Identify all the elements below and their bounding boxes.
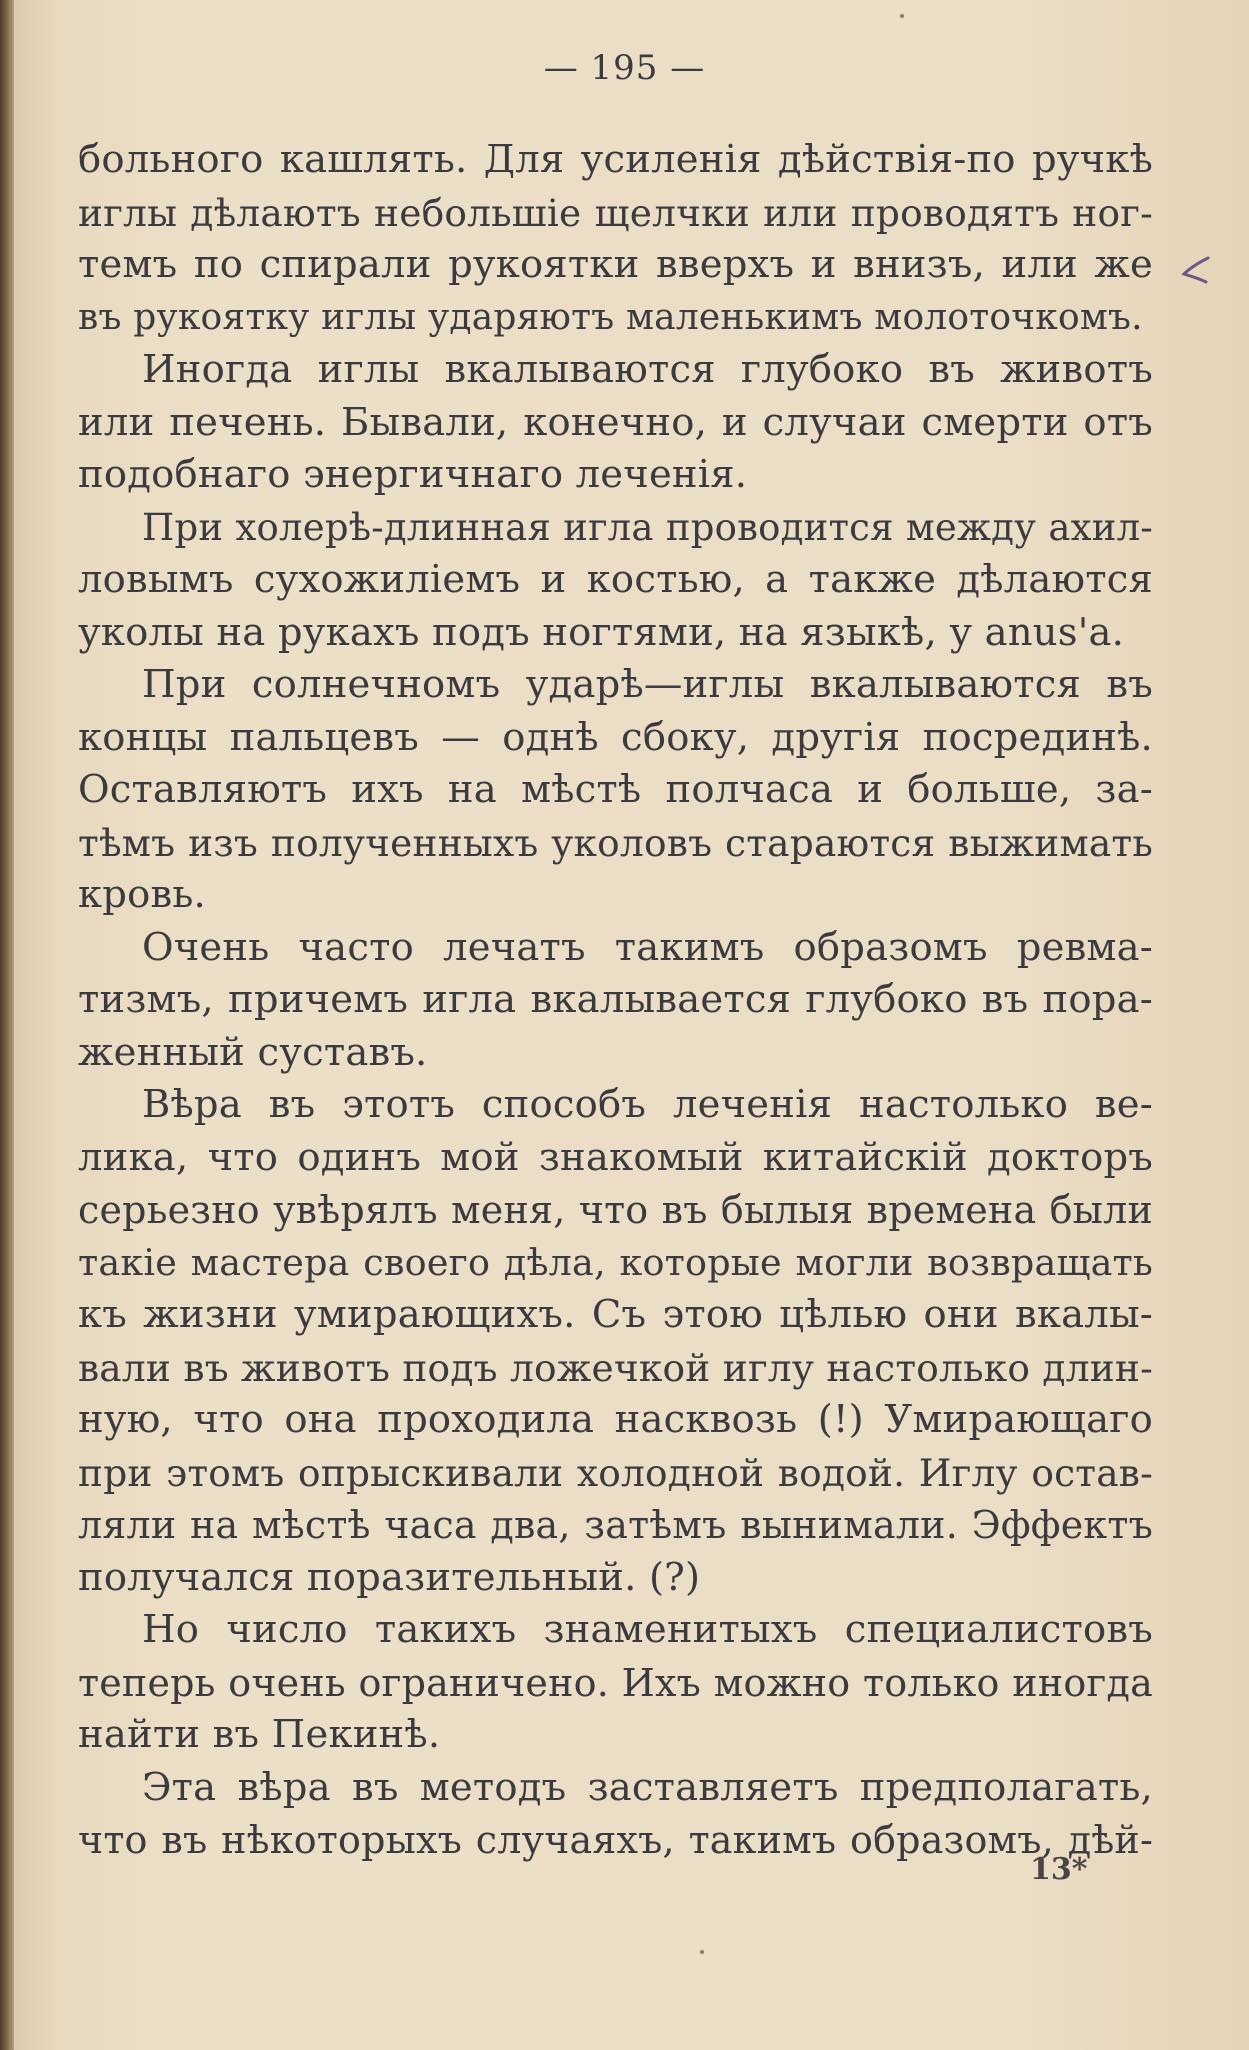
- text-line: Очень часто лечатъ такимъ образомъ ревма-: [142, 924, 1153, 970]
- text-line: лика, что одинъ мой знакомый китайскій докторъ: [78, 1134, 1153, 1180]
- text-line: Но число такихъ знаменитыхъ специалистовъ: [142, 1607, 1153, 1652]
- text-line: концы пальцевъ — однѣ сбоку, другія посрединѣ.: [78, 714, 1153, 760]
- text-line: при этомъ опрыскивали холодной водой. Иглу остав-: [78, 1450, 1153, 1495]
- text-line: Оставляютъ ихъ на мѣстѣ полчаса и больше, за-: [78, 767, 1153, 812]
- text-line: Эта вѣра въ методъ заставляетъ предполагать,: [142, 1764, 1153, 1810]
- text-line: иглы дѣлаютъ небольшіе щелчки или проводятъ ног-: [78, 190, 1153, 235]
- text-line: ляли на мѣстѣ часа два, затѣмъ вынимали. Эффектъ: [78, 1503, 1153, 1547]
- text-line: Иногда иглы вкалываются глубоко въ животъ: [142, 347, 1153, 392]
- text-line: ную, что она проходила насквозь (!) Умирающаго: [78, 1397, 1153, 1442]
- text-line: тѣмъ изъ полученныхъ уколовъ стараются выжимать: [78, 820, 1153, 865]
- paper-speck: [900, 14, 904, 18]
- printer-signature-mark: 13*: [1030, 1852, 1088, 1887]
- text-line: тизмъ, причемъ игла вкалывается глубоко въ пора-: [78, 977, 1153, 1022]
- text-line: или печень. Бывали, конечно, и случаи смерти отъ: [78, 399, 1153, 445]
- text-line: При холерѣ-длинная игла проводится между ахил-: [142, 505, 1153, 549]
- text-line: теперь очень ограничено. Ихъ можно только иногда: [78, 1660, 1153, 1705]
- text-line: вали въ животъ подъ ложечкой иглу настолько длин-: [78, 1345, 1153, 1390]
- text-line: подобнаго энергичнаго леченія.: [78, 452, 748, 497]
- margin-pencil-mark: [1178, 252, 1214, 288]
- text-line: темъ по спирали рукоятки вверхъ и внизъ, или же: [78, 242, 1153, 287]
- text-line: получался поразительный. (?): [78, 1554, 701, 1600]
- text-line: къ жизни умирающихъ. Съ этою цѣлью они вкалы-: [78, 1292, 1153, 1337]
- text-line: Вѣра въ этотъ способъ леченія настолько ве-: [142, 1082, 1153, 1127]
- text-line: кровь.: [78, 872, 206, 917]
- text-line: найти въ Пекинѣ.: [78, 1712, 441, 1757]
- text-line: что въ нѣкоторыхъ случаяхъ, такимъ образомъ, дѣй-: [78, 1818, 1153, 1862]
- text-line: такіе мастера своего дѣла, которые могли возвращать: [78, 1240, 1153, 1284]
- page-binding-edge: [0, 0, 14, 2050]
- text-line: серьезно увѣрялъ меня, что въ былыя времена были: [78, 1188, 1153, 1232]
- text-line: При солнечномъ ударѣ—иглы вкалываются въ: [142, 662, 1153, 707]
- text-line: въ рукоятку иглы ударяютъ маленькимъ молоточкомъ.: [78, 296, 1143, 338]
- text-line: ловымъ сухожиліемъ и костью, а также дѣлаются: [78, 557, 1153, 602]
- paper-speck: [700, 1950, 704, 1954]
- page-body-text: [78, 134, 1153, 1867]
- text-line: больного кашлять. Для усиленія дѣйствія-по ручкѣ: [78, 137, 1153, 182]
- page-number-header: — 195 —: [543, 48, 706, 88]
- text-line: уколы на рукахъ подъ ногтями, на языкѣ, у anus'а.: [78, 609, 1125, 655]
- text-line: женный суставъ.: [78, 1029, 428, 1075]
